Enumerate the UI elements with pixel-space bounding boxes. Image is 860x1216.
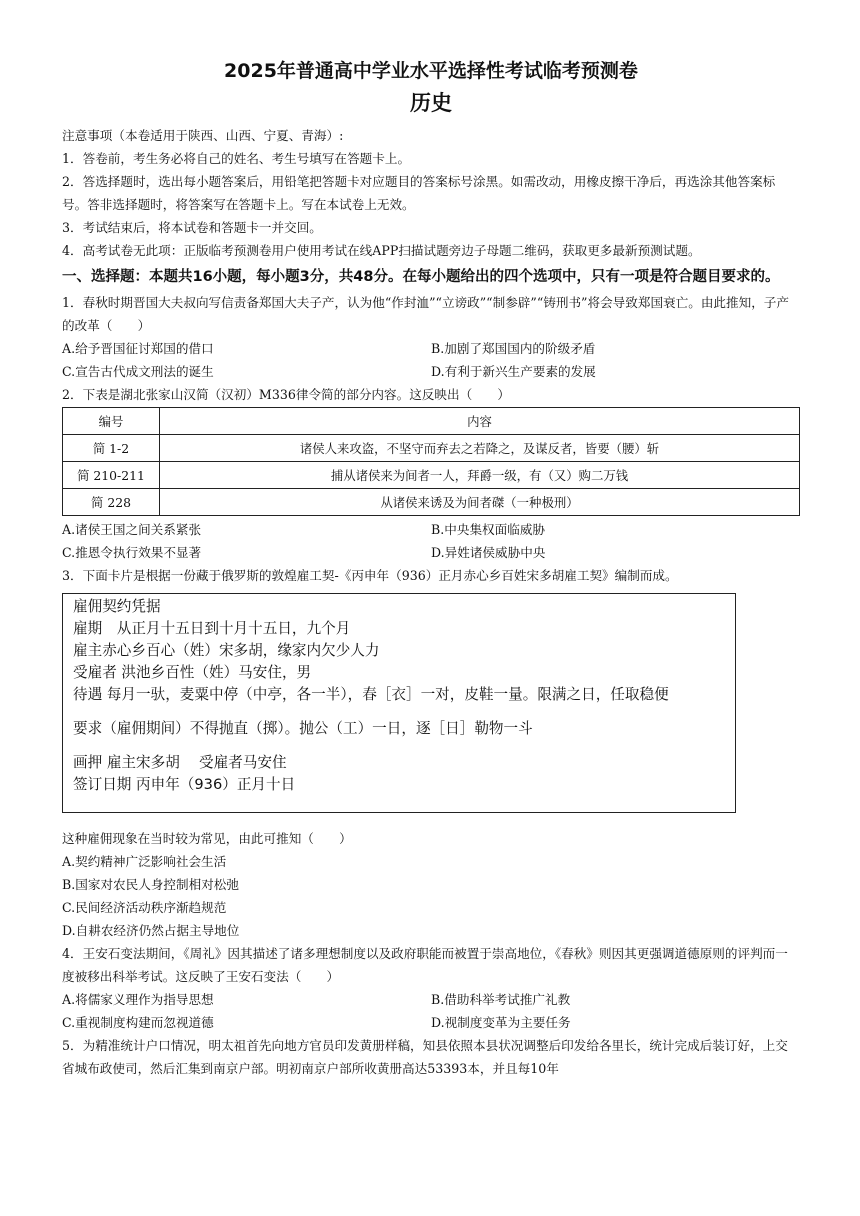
card-line: 雇佣契约凭据	[73, 598, 161, 615]
table-cell: 捕从诸侯来为间者一人，拜爵一级，有（又）购二万钱	[160, 462, 800, 489]
question-4-options	[62, 988, 800, 1034]
option-b: B.借助科举考试推广礼教	[431, 992, 571, 1007]
option-b: B.国家对农民人身控制相对松弛	[62, 877, 239, 892]
question-3-followup: 这种雇佣现象在当时较为常见，由此可推知（ ）	[62, 831, 352, 846]
option-a: A.诸侯王国之间关系紧张	[62, 522, 202, 537]
exam-title: 2025年普通高中学业水平选择性考试临考预测卷	[224, 60, 638, 82]
notice-item: 1．答卷前，考生务必将自己的姓名、考生号填写在答题卡上。	[62, 151, 411, 166]
table-cell: 简 228	[63, 489, 160, 516]
table-cell: 从诸侯来诱及为间者磔（一种极刑）	[160, 489, 800, 516]
table-cell: 简 1-2	[63, 435, 160, 462]
question-4-stem: 4．王安石变法期间，《周礼》因其描述了诸多理想制度以及政府职能而被置于崇高地位，《春秋》则因其更强调道德原则的评判而一度被移出科举考试。这反映了王安石变法（ ）	[62, 946, 788, 984]
question-1-options	[62, 337, 800, 383]
card-line: 雇期 从正月十五日到十月十五日，九个月	[73, 620, 351, 637]
option-a: A.将儒家义理作为指导思想	[62, 992, 214, 1007]
card-line: 雇主赤心乡百心（姓）宋多胡，缘家内欠少人力	[73, 642, 380, 659]
question-1-stem: 1．春秋时期晋国大夫叔向写信责备郑国大夫子产，认为他“作封洫”“立谤政”“制参辟”“铸刑书”将会导致郑国衰亡。由此推知，子产的改革（ ）	[62, 295, 789, 333]
column-header-number: 编号	[63, 408, 160, 435]
option-d: D.异姓诸侯威胁中央	[431, 545, 546, 560]
option-b: B.中央集权面临威胁	[431, 522, 546, 537]
question-3-options	[62, 850, 800, 942]
card-line: 待遇 每月一驮，麦粟中停（中亭，各一半），春［衣］一对，皮鞋一量。限满之日，任取稳便	[73, 686, 669, 703]
question-3-stem: 3．下面卡片是根据一份藏于俄罗斯的敦煌雇工契-《丙申年（936）正月赤心乡百姓宋多胡雇工契》编制而成。	[62, 568, 678, 583]
law-slips-table	[62, 407, 800, 516]
notice-item: 4．高考试卷无此项：正版临考预测卷用户使用考试在线APP扫描试题旁边子母题二维码，获取更多最新预测试题。	[62, 243, 701, 258]
option-b: B.加剧了郑国国内的阶级矛盾	[431, 341, 596, 356]
card-line: 签订日期 丙申年（936）正月十日	[73, 776, 296, 793]
column-header-content: 内容	[160, 408, 800, 435]
notice-heading: 注意事项（本卷适用于陕西、山西、宁夏、青海）:	[62, 128, 344, 143]
notice-item: 2．答选择题时，选出每小题答案后，用铅笔把答题卡对应题目的答案标号涂黑。如需改动，用橡皮擦干净后，再选涂其他答案标号。答非选择题时，将答案写在答题卡上。写在本试卷上无效。	[62, 174, 776, 212]
question-2-options	[62, 518, 800, 564]
question-5-stem: 5．为精准统计户口情况，明太祖首先向地方官员印发黄册样稿，知县依照本县状况调整后印发给各里长，统计完成后装订好，上交省城布政使司，然后汇集到南京户部。明初南京户部所收黄册高达53393本，并且每10年	[62, 1038, 788, 1076]
option-d: D.视制度变革为主要任务	[431, 1015, 571, 1030]
section-heading: 一、选择题：本题共16小题，每小题3分，共48分。在每小题给出的四个选项中，只有一项是符合题目要求的。	[62, 269, 780, 285]
option-d: D.自耕农经济仍然占据主导地位	[62, 923, 240, 938]
option-c: C.推恩令执行效果不显著	[62, 545, 202, 560]
notice-item: 3．考试结束后，将本试卷和答题卡一并交回。	[62, 220, 322, 235]
table-cell: 诸侯人来攻盗，不坚守而弃去之若降之，及谋反者，皆要（腰）斩	[160, 435, 800, 462]
option-a: A.给予晋国征讨郑国的借口	[62, 341, 214, 356]
option-c: C.宣告古代成文刑法的诞生	[62, 364, 214, 379]
table-row	[63, 435, 800, 462]
option-c: C.重视制度构建而忽视道德	[62, 1015, 214, 1030]
exam-subject: 历史	[410, 91, 452, 115]
question-2-stem: 2．下表是湖北张家山汉简（汉初）M336律令简的部分内容。这反映出（ ）	[62, 387, 510, 402]
contract-card	[62, 593, 736, 813]
card-line: 要求（雇佣期间）不得抛直（掷）。抛公（工）一日，逐［日］勒物一斗	[73, 720, 533, 737]
table-row	[63, 489, 800, 516]
card-line: 受雇者 洪池乡百性（姓）马安住，男	[73, 664, 312, 681]
table-header-row	[63, 408, 800, 435]
table-row	[63, 462, 800, 489]
table-cell: 简 210-211	[63, 462, 160, 489]
option-a: A.契约精神广泛影响社会生活	[62, 854, 227, 869]
option-c: C.民间经济活动秩序渐趋规范	[62, 900, 227, 915]
option-d: D.有利于新兴生产要素的发展	[431, 364, 596, 379]
card-line: 画押 雇主宋多胡 受雇者马安住	[73, 754, 287, 771]
